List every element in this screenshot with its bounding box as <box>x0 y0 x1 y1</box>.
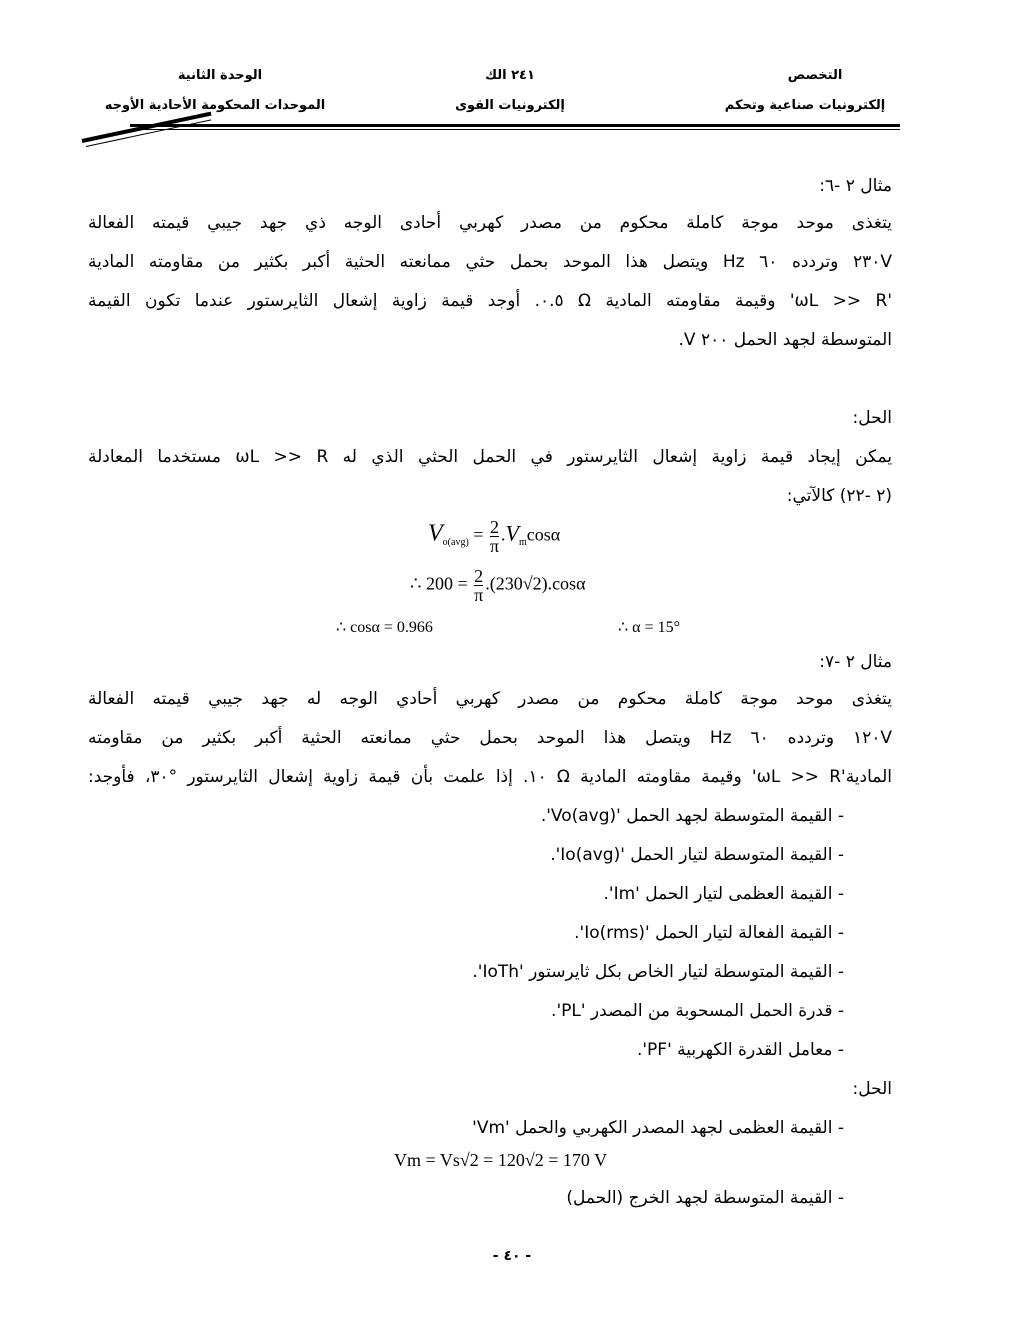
equation-substitution <box>410 567 586 604</box>
header-rule-thick <box>130 124 900 127</box>
example2-item: - القيمة الفعالة لتيار الحمل 'Io(rms)'. <box>574 923 844 943</box>
eq1-rhs: cosα <box>526 524 561 545</box>
header-unit-title: الموحدات المحكومة الأحادية الأوجه <box>104 98 326 113</box>
solution2-item1: - القيمة العظمى لجهد المصدر الكهربي والحمل 'Vm' <box>472 1118 844 1138</box>
header-course-name: إلكترونيات القوى <box>455 98 565 113</box>
equation-alpha-result: ∴ α = 15° <box>618 619 680 636</box>
example2-item: - القيمة المتوسطة لتيار الخاص بكل ثايرستور 'IoTh'. <box>472 962 844 982</box>
example2-item: - القيمة المتوسطة لجهد الحمل 'Vo(avg)'. <box>540 806 844 826</box>
equation-vo-avg: $V_{o(avg)}$ = $\frac{2}{\pi}$ $.V_m\cos\alpha$ <box>428 517 561 556</box>
example1-title: مثال ٢ -٦: <box>819 176 892 196</box>
page-number: - ٤٠ - <box>492 1248 532 1264</box>
example2-title: مثال ٢ -٧: <box>819 652 892 672</box>
example2-line2: ١٢٠V وتردده ٦٠ Hz ويتصل هذا الموحد بحمل حثي ممانعته الحثية أكبر بكثير من مقاومته <box>88 728 892 748</box>
example1-line4: المتوسطة لجهد الحمل ٢٠٠ V. <box>678 330 892 350</box>
example2-item: - القيمة المتوسطة لتيار الحمل 'Io(avg)'. <box>550 845 844 865</box>
example1-line1: يتغذى موحد موجة كاملة محكوم من مصدر كهربي أحادى الوجه ذي جهد جيبي قيمته الفعالة <box>88 213 892 233</box>
solution1-title: الحل: <box>852 408 892 428</box>
solution1-line1: يمكن إيجاد قيمة زاوية إشعال الثايرستور في الحمل الحثي الذي له ωL >> R مستخدما المعادلة <box>88 447 892 467</box>
equation-vm: Vm = Vs√2 = 120√2 = 170 V <box>394 1150 608 1170</box>
solution2-item2: - القيمة المتوسطة لجهد الخرج (الحمل) <box>566 1188 844 1208</box>
example2-line1: يتغذى موحد موجة كاملة محكوم من مصدر كهربي أحادي الوجه له جهد جيبي قيمته الفعالة <box>88 689 892 709</box>
eq1-lhs-sub: o(avg) <box>442 537 469 549</box>
header-rule-thin <box>134 129 900 130</box>
example2-item: - قدرة الحمل المسحوبة من المصدر 'PL'. <box>551 1001 844 1021</box>
eq1-fraction <box>490 518 499 555</box>
example2-line3: المادية'ωL >> R' وقيمة مقاومته المادية Ω ١٠. إذا علمت بأن قيمة زاوية إشعال الثايرستور °٣٠، فأوجد: <box>88 767 893 787</box>
header-unit-label: الوحدة الثانية <box>177 68 263 83</box>
eq1-lhs: V <box>428 520 443 547</box>
solution2-title: الحل: <box>852 1079 892 1099</box>
example1-line2: ٢٣٠V وتردده ٦٠ Hz ويتصل هذا الموحد بحمل حثي ممانعته الحثية أكبر بكثير من مقاومته المادية <box>88 252 892 272</box>
eq1-den: π <box>489 536 500 556</box>
eq2-den: π <box>474 585 484 605</box>
eq2-rhs: .(230√2).cosα <box>485 573 586 594</box>
eq1-num: 2 <box>489 517 499 537</box>
header-specialty-value: إلكترونيات صناعية وتحكم <box>724 98 886 113</box>
header-rule-diagonal <box>82 112 212 143</box>
eq2-num: 2 <box>474 566 484 586</box>
equation-cos-result: ∴ cosα = 0.966 <box>336 619 433 636</box>
header-course-code: ٢٤١ الك <box>485 68 535 83</box>
solution1-line2: (٢ -٢٢) كالآتي: <box>786 486 892 506</box>
example1-line3: 'ωL >> R' وقيمة مقاومته المادية Ω ٠.٥. أوجد قيمة زاوية إشعال الثايرستور عندما تكون القيمة <box>88 291 892 311</box>
example2-item: - معامل القدرة الكهربية 'PF'. <box>636 1040 844 1060</box>
eq2-lhs: ∴ 200 = <box>410 573 468 594</box>
eq2-fraction <box>474 567 483 604</box>
header-specialty-label: التخصص <box>787 68 843 83</box>
example2-item: - القيمة العظمى لتيار الحمل 'Im'. <box>603 884 844 904</box>
